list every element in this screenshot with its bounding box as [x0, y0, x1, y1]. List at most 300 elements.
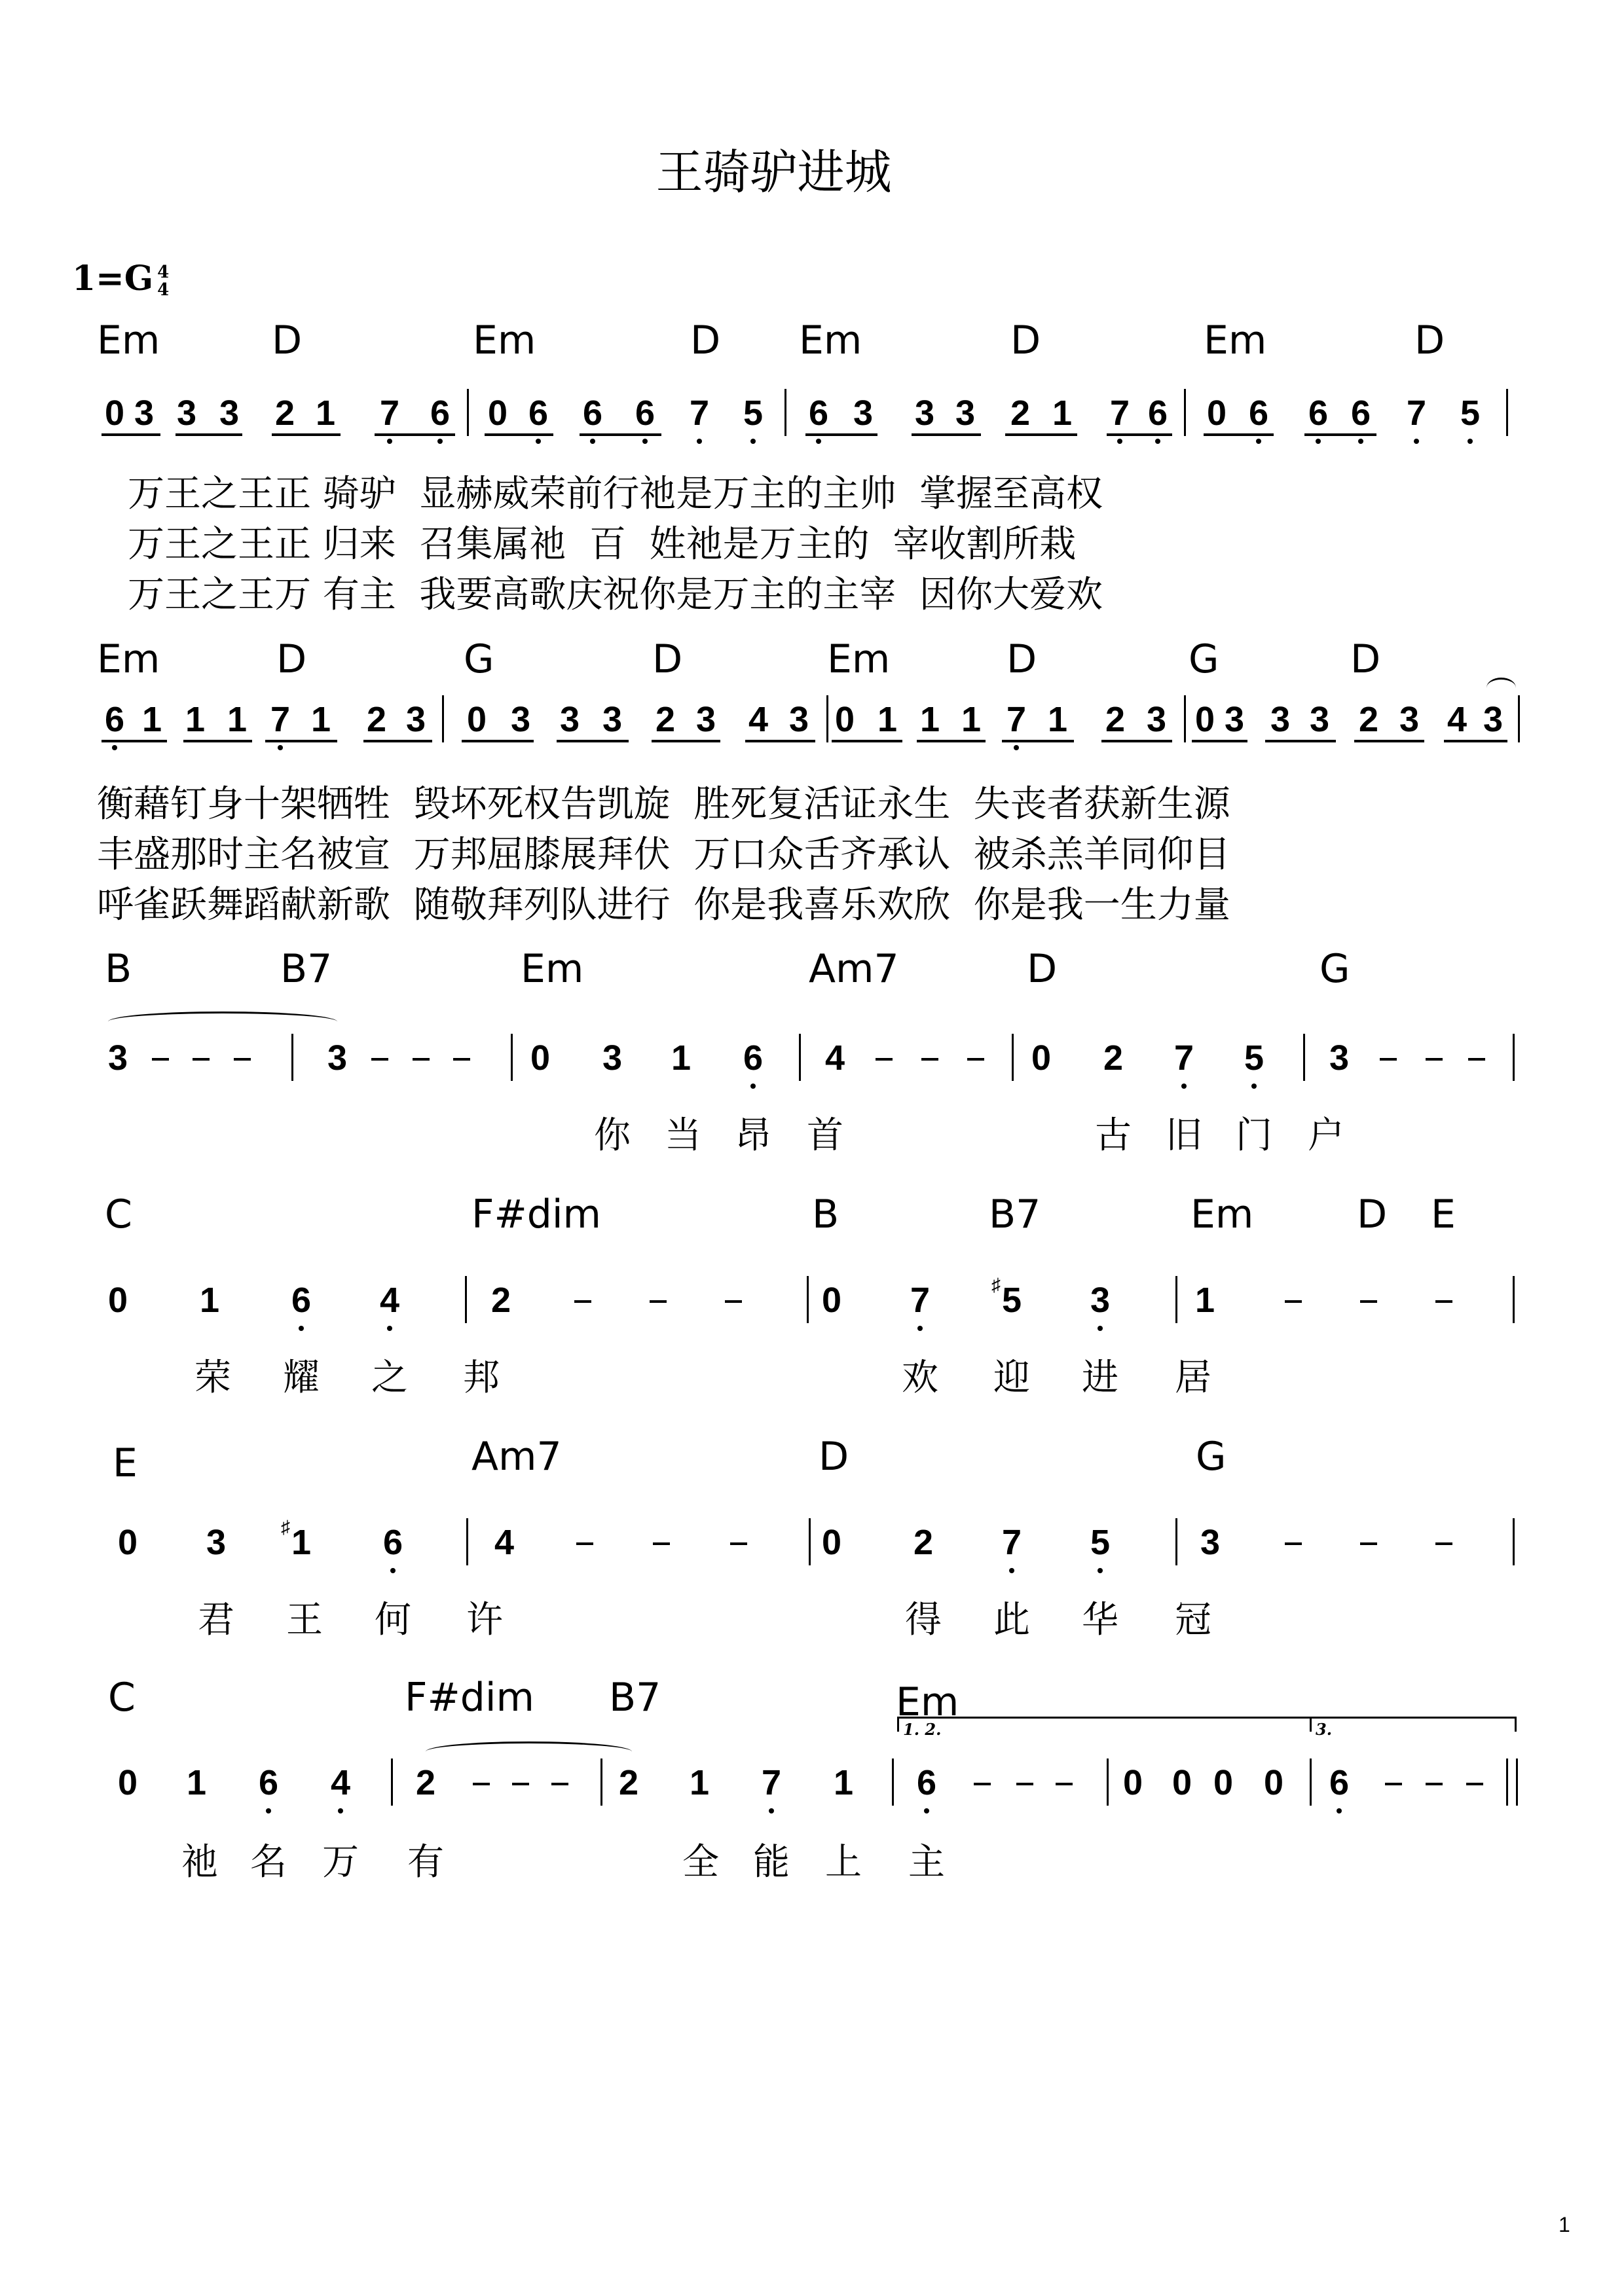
low-octave-dot: [917, 1326, 923, 1331]
chord: E: [113, 1440, 138, 1486]
lyric-char: 门: [1236, 1114, 1272, 1157]
bar-line: [600, 1758, 602, 1806]
notation-digit: 0: [821, 1281, 842, 1320]
low-octave-dot: [1098, 1326, 1103, 1331]
hold-dash: [473, 1783, 490, 1785]
underline-beam: [1354, 740, 1424, 742]
notation-digit: 6: [1324, 1762, 1354, 1803]
low-octave-dot: [1414, 439, 1419, 444]
bar-line: [291, 1034, 293, 1081]
underline-beam: [1107, 433, 1172, 436]
notation-digit: 3: [219, 393, 240, 433]
lyric-line: 万王之王万 有主 我要高歌庆祝你是万主的主宰 因你大爱欢: [128, 574, 1103, 616]
lyric-char: 邦: [463, 1357, 500, 1399]
tie-slur: [426, 1741, 632, 1762]
notation-digit: 2: [366, 700, 387, 739]
notation-digit: 2: [913, 1523, 934, 1562]
hold-dash: [725, 1300, 742, 1303]
notation-digit: 3: [559, 700, 580, 739]
low-octave-dot: [266, 1808, 271, 1813]
low-octave-dot: [697, 439, 702, 444]
tie-slur: [108, 1011, 337, 1032]
bar-line: [807, 1276, 809, 1323]
notation-digit: 3: [955, 393, 976, 433]
low-octave-dot: [536, 439, 541, 444]
hold-dash: [967, 1058, 984, 1061]
lyric-char: 此: [993, 1599, 1030, 1641]
low-octave-dot: [1251, 1084, 1257, 1089]
notation-digit: 0: [821, 1523, 842, 1562]
notation-digit: 6: [1346, 393, 1376, 433]
notation-digit: 5 ♯: [991, 1275, 1022, 1320]
hold-dash: [1426, 1058, 1443, 1061]
hold-dash: [152, 1058, 169, 1061]
hold-dash: [1016, 1783, 1033, 1785]
notation-digit: 2: [415, 1763, 436, 1802]
hold-dash: [653, 1542, 670, 1545]
notation-digit: 1: [961, 700, 982, 739]
notation-digit: 6: [425, 393, 455, 433]
notation-digit: 0: [1172, 1763, 1192, 1802]
chord: B7: [280, 946, 333, 992]
chord: D: [690, 318, 721, 363]
underline-beam: [912, 433, 981, 436]
underline-beam: [1444, 740, 1507, 742]
bar-line: [1107, 1758, 1109, 1806]
lyric-char: 昂: [735, 1114, 771, 1157]
underline-beam: [652, 740, 720, 742]
notation-digit: 3: [510, 700, 531, 739]
lyric-char: 何: [375, 1599, 411, 1641]
notation-digit: 1: [315, 393, 336, 433]
notation-digit: 3: [602, 700, 623, 739]
underline-beam: [485, 433, 553, 436]
notation-digit: 4: [748, 700, 769, 739]
underline-beam: [272, 433, 341, 436]
notation-digit: 1: [671, 1038, 692, 1078]
bar-line: [892, 1758, 894, 1806]
notation-digit: 3: [695, 700, 716, 739]
bar-line: [1184, 389, 1186, 436]
hold-dash: [1468, 1058, 1485, 1061]
lyric-line: 呼雀跃舞蹈献新歌 随敬拜列队进行 你是我喜乐欢欣 你是我一生力量: [97, 884, 1230, 926]
lyric-char: 许: [466, 1599, 503, 1641]
chord: G: [1196, 1434, 1227, 1480]
notation-digit: 1: [141, 700, 162, 739]
bar-line: [1506, 1758, 1508, 1806]
low-octave-dot: [1181, 1084, 1187, 1089]
notation-digit: 1 ♯: [281, 1517, 312, 1562]
hold-dash: [1056, 1783, 1073, 1785]
notation-digit: 7: [375, 393, 405, 433]
underline-beam: [832, 740, 902, 742]
bar-line: [1513, 1276, 1515, 1323]
bar-line: [442, 695, 444, 742]
low-octave-dot: [387, 439, 392, 444]
notation-digit: 6: [912, 1762, 942, 1803]
notation-digit: 2: [1105, 700, 1126, 739]
underline-beam: [1204, 433, 1274, 436]
lyric-char: 有: [407, 1841, 444, 1884]
notation-digit: 7: [1169, 1038, 1199, 1078]
bar-line: [784, 389, 786, 436]
lyric-char: 欢: [902, 1357, 938, 1399]
notation-digit: 3: [853, 393, 874, 433]
notation-digit: 0: [530, 1038, 551, 1078]
chord: D: [1357, 1192, 1388, 1237]
underline-beam: [1265, 740, 1336, 742]
lyric-char: 君: [198, 1599, 234, 1641]
chord: D: [272, 318, 303, 363]
notation-digit: 3: [1224, 700, 1245, 739]
lyric-line: 丰盛那时主名被宣 万邦屈膝展拜伏 万口众舌齐承认 被杀羔羊同仰目: [97, 833, 1230, 876]
hold-dash: [453, 1058, 470, 1061]
underline-beam: [375, 433, 455, 436]
chord: G: [1320, 946, 1350, 992]
bar-line: [1184, 695, 1186, 742]
hold-dash: [1360, 1542, 1377, 1545]
low-octave-dot: [1014, 745, 1019, 750]
notation-digit: 7: [1105, 393, 1135, 433]
notation-digit: 5: [1085, 1522, 1115, 1563]
notation-digit: 5: [1455, 393, 1485, 433]
bar-line: [1516, 1758, 1518, 1806]
chord: B: [812, 1192, 840, 1237]
notation-digit: 1: [186, 1763, 207, 1802]
bar-line: [1310, 1758, 1312, 1806]
notation-digit: 3: [1329, 1038, 1350, 1078]
low-octave-dot: [1316, 439, 1321, 444]
notation-digit: 6: [286, 1280, 316, 1321]
underline-beam: [1192, 740, 1247, 742]
bar-line: [826, 695, 828, 742]
hold-dash: [371, 1058, 388, 1061]
chord: G: [1189, 636, 1219, 682]
notation-digit: 6: [803, 393, 834, 433]
hold-dash: [576, 1542, 593, 1545]
bar-line: [1175, 1276, 1177, 1323]
volta-bracket-2: [1310, 1717, 1517, 1739]
lyric-char: 全: [682, 1841, 719, 1884]
low-octave-dot: [437, 439, 443, 444]
lyric-char: 上: [825, 1841, 862, 1884]
hold-dash: [512, 1783, 529, 1785]
notation-digit: 7: [756, 1762, 786, 1803]
notation-digit: 4: [375, 1280, 405, 1321]
sharp-sign: ♯: [991, 1275, 1001, 1295]
chord: C: [105, 1192, 132, 1237]
notation-digit: 6: [1244, 393, 1274, 433]
underline-beam: [917, 740, 986, 742]
underline-beam: [1002, 740, 1074, 742]
bar-line: [1518, 695, 1520, 742]
notation-digit: 3: [1483, 700, 1504, 739]
lyric-char: 耀: [283, 1357, 320, 1399]
chord: D: [1027, 946, 1058, 992]
notation-digit: 0: [104, 393, 125, 433]
hold-dash: [921, 1058, 938, 1061]
notation-digit: 1: [689, 1763, 710, 1802]
low-octave-dot: [387, 1326, 392, 1331]
notation-digit: 3: [107, 1038, 128, 1078]
notation-digit: 7: [684, 393, 714, 433]
notation-digit: 0: [1206, 393, 1227, 433]
lyric-char: 当: [665, 1114, 701, 1157]
chord: Em: [97, 318, 160, 363]
chord: C: [108, 1675, 136, 1721]
low-octave-dot: [590, 439, 595, 444]
notation-digit: 3: [206, 1523, 227, 1562]
underline-beam: [462, 740, 534, 742]
notation-digit: 1: [1047, 700, 1068, 739]
notation-digit: 4: [824, 1038, 845, 1078]
hold-dash: [1360, 1300, 1377, 1303]
notation-digit: 7: [1401, 393, 1431, 433]
chord: D: [276, 636, 307, 682]
key-signature: [72, 259, 169, 299]
time-top: 4: [157, 262, 170, 282]
bar-line: [391, 1758, 393, 1806]
notation-digit: 5: [1239, 1038, 1269, 1078]
bar-line: [511, 1034, 513, 1081]
notation-digit: 6: [1143, 393, 1173, 433]
low-octave-dot: [769, 1808, 774, 1813]
notation-digit: 4: [325, 1762, 356, 1803]
low-octave-dot: [299, 1326, 304, 1331]
chord: Em: [521, 946, 584, 992]
hold-dash: [876, 1058, 893, 1061]
lyric-char: 能: [753, 1841, 790, 1884]
notation-digit: 1: [1194, 1281, 1215, 1320]
lyric-char: 迎: [993, 1357, 1030, 1399]
hold-dash: [574, 1300, 591, 1303]
underline-beam: [101, 740, 167, 742]
low-octave-dot: [750, 439, 756, 444]
underline-beam: [1101, 740, 1172, 742]
bar-line: [1175, 1518, 1177, 1565]
bar-line: [1513, 1034, 1515, 1081]
notation-digit: 3: [1146, 700, 1167, 739]
notation-digit: 2: [1010, 393, 1031, 433]
notation-digit: 7: [997, 1522, 1027, 1563]
notation-digit: 7: [1001, 699, 1031, 740]
lyric-char: 祂: [181, 1841, 218, 1884]
underline-beam: [175, 433, 242, 436]
notation-digit: 0: [487, 393, 508, 433]
chord: G: [464, 636, 494, 682]
notation-digit: 1: [227, 700, 248, 739]
underline-beam: [745, 740, 815, 742]
underline-beam: [805, 433, 877, 436]
low-octave-dot: [1467, 439, 1473, 444]
chord: B7: [989, 1192, 1041, 1237]
notation-digit: 0: [834, 700, 855, 739]
chord: E: [1431, 1192, 1456, 1237]
hold-dash: [193, 1058, 210, 1061]
volta-label: 3.: [1316, 1720, 1333, 1739]
chord: Em: [896, 1679, 959, 1725]
chord: Em: [1204, 318, 1267, 363]
time-bottom: 4: [157, 280, 170, 300]
lyric-char: 冠: [1175, 1599, 1211, 1641]
lyric-char: 旧: [1166, 1114, 1202, 1157]
notation-digit: 6: [378, 1522, 408, 1563]
bar-line: [1513, 1518, 1515, 1565]
notation-digit: 1: [310, 700, 331, 739]
low-octave-dot: [338, 1808, 343, 1813]
sharp-sign: ♯: [281, 1517, 290, 1537]
bar-line: [465, 1276, 467, 1323]
chord: D: [652, 636, 683, 682]
bar-line: [799, 1034, 801, 1081]
notation-digit: 3: [176, 393, 197, 433]
chord: F#dim: [471, 1192, 601, 1237]
notation-digit: 3: [914, 393, 935, 433]
notation-digit: 2: [1358, 700, 1379, 739]
hold-dash: [551, 1783, 568, 1785]
notation-digit: 3: [405, 700, 426, 739]
bar-line: [1012, 1034, 1014, 1081]
notation-digit: 0: [1263, 1763, 1284, 1802]
lyric-char: 你: [594, 1114, 631, 1157]
notation-digit: 3: [788, 700, 809, 739]
notation-digit: 3: [602, 1038, 623, 1078]
notation-digit: 2: [274, 393, 295, 433]
hold-dash: [1426, 1783, 1443, 1785]
hold-dash: [1466, 1783, 1483, 1785]
low-octave-dot: [1358, 439, 1363, 444]
low-octave-dot: [924, 1808, 929, 1813]
hold-dash: [1435, 1542, 1452, 1545]
lyric-char: 之: [371, 1357, 408, 1399]
notation-digit: 6: [578, 393, 608, 433]
low-octave-dot: [278, 745, 283, 750]
volta-label: 1. 2.: [903, 1720, 942, 1739]
chord: Em: [97, 636, 160, 682]
low-octave-dot: [390, 1568, 396, 1573]
hold-dash: [1380, 1058, 1397, 1061]
hold-dash: [413, 1058, 430, 1061]
low-octave-dot: [1009, 1568, 1014, 1573]
bar-line: [1303, 1034, 1305, 1081]
notation-digit: 2: [655, 700, 676, 739]
underline-beam: [580, 433, 661, 436]
lyric-char: 主: [908, 1841, 945, 1884]
notation-digit: 6: [253, 1762, 284, 1803]
low-octave-dot: [1117, 439, 1122, 444]
chord: B7: [609, 1675, 661, 1721]
low-octave-dot: [112, 745, 117, 750]
chord: Am7: [471, 1434, 562, 1480]
lyric-line: 衡藉钉身十架牺牲 毁坏死权告凯旋 胜死复活证永生 失丧者获新生源: [97, 783, 1230, 826]
underline-beam: [183, 740, 252, 742]
hold-dash: [1385, 1783, 1402, 1785]
lyric-char: 荣: [194, 1357, 231, 1399]
notation-digit: 0: [117, 1763, 138, 1802]
lyric-char: 王: [286, 1599, 323, 1641]
notation-digit: 0: [1031, 1038, 1052, 1078]
notation-digit: 6: [100, 699, 130, 740]
low-octave-dot: [1155, 439, 1160, 444]
chord: D: [1010, 318, 1041, 363]
chord: D: [1414, 318, 1445, 363]
lyric-char: 得: [905, 1599, 942, 1641]
notation-digit: 1: [185, 700, 206, 739]
low-octave-dot: [642, 439, 648, 444]
lyric-char: 进: [1082, 1357, 1118, 1399]
bar-line: [1506, 389, 1508, 436]
notation-digit: 3: [134, 393, 155, 433]
low-octave-dot: [1098, 1568, 1103, 1573]
volta-bracket-1: [897, 1717, 1312, 1739]
low-octave-dot: [1256, 439, 1261, 444]
notation-digit: 0: [1122, 1763, 1143, 1802]
notation-digit: 3: [1200, 1523, 1221, 1562]
chord: D: [1006, 636, 1037, 682]
notation-digit: 7: [905, 1280, 935, 1321]
hold-dash: [974, 1783, 991, 1785]
underline-beam: [1005, 433, 1077, 436]
notation-digit: 3: [1309, 700, 1330, 739]
notation-digit: 6: [630, 393, 660, 433]
notation-digit: 6: [523, 393, 553, 433]
hold-dash: [650, 1300, 667, 1303]
notation-digit: 1: [833, 1763, 854, 1802]
underline-beam: [1304, 433, 1376, 436]
lyric-line: 万王之王正 归来 召集属祂 百 姓祂是万主的 宰收割所栽: [128, 523, 1077, 566]
underline-beam: [265, 740, 337, 742]
hold-dash: [730, 1542, 747, 1545]
lyric-char: 户: [1308, 1114, 1344, 1157]
notation-digit: 4: [494, 1523, 515, 1562]
notation-digit: 3: [1270, 700, 1291, 739]
low-octave-dot: [1337, 1808, 1342, 1813]
lyric-char: 首: [807, 1114, 843, 1157]
notation-digit: 0: [1194, 700, 1215, 739]
notation-digit: 1: [199, 1281, 220, 1320]
lyric-char: 华: [1082, 1599, 1118, 1641]
page-number: 1: [1559, 2213, 1570, 2236]
bar-line: [467, 389, 469, 436]
lyric-line: 万王之王正 骑驴 显赫威荣前行祂是万主的主帅 掌握至高权: [128, 473, 1103, 515]
notation-digit: 3: [327, 1038, 348, 1078]
notation-digit: 0: [466, 700, 487, 739]
notation-digit: 6: [738, 1038, 768, 1078]
notation-digit: 1: [877, 700, 898, 739]
tie-slur: [1486, 678, 1516, 698]
underline-beam: [363, 740, 432, 742]
key-label: 1=G: [72, 259, 154, 299]
notation-digit: 0: [117, 1523, 138, 1562]
chord: B: [105, 946, 132, 992]
notation-digit: 2: [490, 1281, 511, 1320]
hold-dash: [234, 1058, 251, 1061]
bar-line: [809, 1518, 811, 1565]
chord: D: [819, 1434, 849, 1480]
hold-dash: [1435, 1300, 1452, 1303]
chord: D: [1350, 636, 1381, 682]
underline-beam: [101, 433, 160, 436]
bar-line: [466, 1518, 468, 1565]
lyric-char: 万: [322, 1841, 359, 1884]
hold-dash: [1285, 1542, 1302, 1545]
notation-digit: 2: [1103, 1038, 1124, 1078]
notation-digit: 0: [107, 1281, 128, 1320]
time-signature: [157, 264, 169, 299]
underline-beam: [557, 740, 629, 742]
song-title: 王骑驴进城: [655, 145, 892, 200]
chord: Em: [473, 318, 536, 363]
